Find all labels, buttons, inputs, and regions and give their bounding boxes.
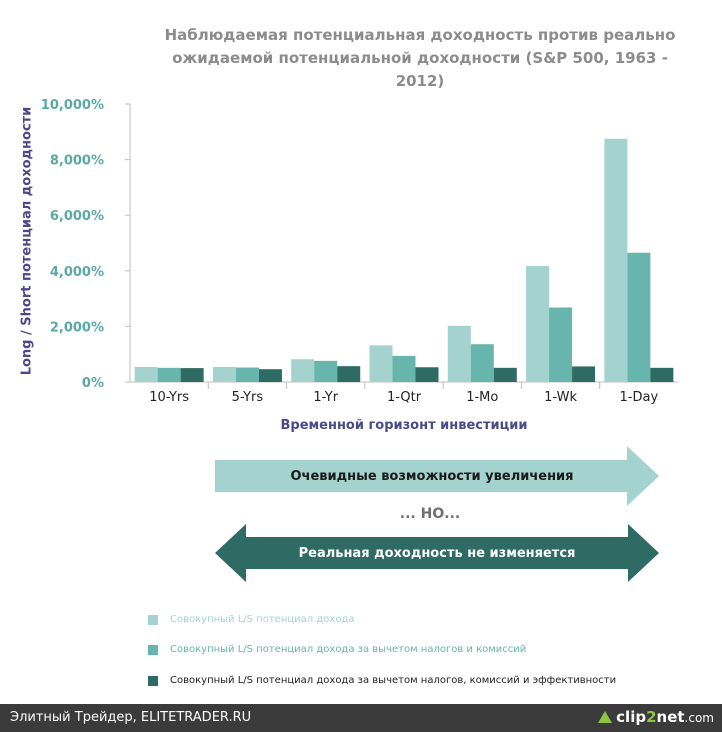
bar-1-Wk-series-3 [572, 366, 595, 382]
bar-1-Qtr-series-3 [416, 367, 439, 382]
bar-1-Mo-series-2 [471, 344, 494, 382]
legend-item-after-efficiency [148, 675, 616, 686]
bar-5-Yrs-series-1 [213, 367, 236, 382]
logo-part-net: net [656, 708, 685, 726]
bar-1-Day-series-1 [604, 139, 627, 382]
logo-part-2: 2 [646, 708, 657, 726]
bar-1-Yr-series-1 [291, 359, 314, 382]
bar-10-Yrs-series-1 [135, 367, 158, 382]
x-tick-label: 1-Mo [466, 390, 499, 405]
x-tick-label: 5-Yrs [231, 390, 264, 405]
opportunity-arrow [215, 446, 659, 506]
bar-1-Yr-series-2 [314, 361, 337, 382]
x-tick-label: 10-Yrs [149, 390, 190, 405]
x-axis-label: Временной горизонт инвестиции [280, 418, 528, 433]
bar-10-Yrs-series-2 [158, 368, 181, 382]
y-tick-label: 0% [81, 376, 104, 391]
bar-1-Wk-series-2 [549, 307, 572, 382]
legend-swatch-after-taxes [148, 645, 158, 655]
logo-part-clip: clip [616, 708, 647, 726]
upload-arrow-icon [598, 711, 612, 723]
y-tick-label: 4,000% [49, 264, 104, 280]
x-tick-label: 1-Wk [544, 390, 577, 405]
legend-label-total: Совокупный L/S потенциал дохода [170, 614, 355, 625]
clip2net-logo [598, 708, 714, 726]
bar-1-Qtr-series-1 [370, 345, 393, 382]
bar-5-Yrs-series-3 [259, 369, 282, 382]
bar-1-Day-series-3 [650, 368, 673, 382]
chart-title-line1: Наблюдаемая потенциальная доходность против реально [164, 26, 676, 44]
bar-1-Mo-series-1 [448, 326, 471, 382]
legend-item-total [148, 614, 354, 625]
y-axis-label-box [16, 106, 38, 376]
y-axis-label: Long / Short потенциал доходности [19, 106, 35, 376]
x-tick-label: 1-Yr [313, 390, 339, 405]
but-text: ... НО... [399, 506, 461, 522]
x-tick-label: 1-Day [619, 390, 659, 405]
bar-1-Mo-series-3 [494, 368, 517, 382]
bar-1-Day-series-2 [627, 253, 650, 382]
opportunity-arrow-text: Очевидные возможности увеличения [290, 468, 574, 484]
y-tick-label: 6,000% [49, 209, 104, 225]
bar-10-Yrs-series-3 [181, 368, 204, 382]
legend-item-after-taxes [148, 644, 526, 655]
y-tick-label: 10,000% [40, 98, 104, 113]
y-tick-label: 8,000% [49, 153, 104, 169]
chart-title-line2: ожидаемой потенциальной доходности (S&P 500, 1963 - 2012) [172, 49, 668, 90]
legend-label-after-taxes: Совокупный L/S потенциал дохода за вычетом налогов и комиссий [170, 644, 527, 655]
bar-5-Yrs-series-2 [236, 368, 259, 382]
bar-1-Wk-series-1 [526, 266, 549, 382]
real-return-arrow [215, 524, 659, 582]
bar-1-Yr-series-3 [337, 366, 360, 382]
bar-1-Qtr-series-2 [393, 356, 416, 382]
x-tick-label: 1-Qtr [386, 390, 422, 405]
y-tick-label: 2,000% [49, 320, 104, 336]
footer-bar [0, 704, 722, 732]
legend-label-after-efficiency: Совокупный L/S потенциал дохода за вычетом налогов, комиссий и эффективности [170, 675, 617, 686]
footer-source-text: Элитный Трейдер, ELITETRADER.RU [10, 710, 252, 725]
logo-part-com: .com [684, 711, 714, 725]
legend-swatch-after-efficiency [148, 676, 158, 686]
real-return-arrow-text: Реальная доходность не изменяется [298, 545, 576, 561]
legend-swatch-total [148, 615, 158, 625]
